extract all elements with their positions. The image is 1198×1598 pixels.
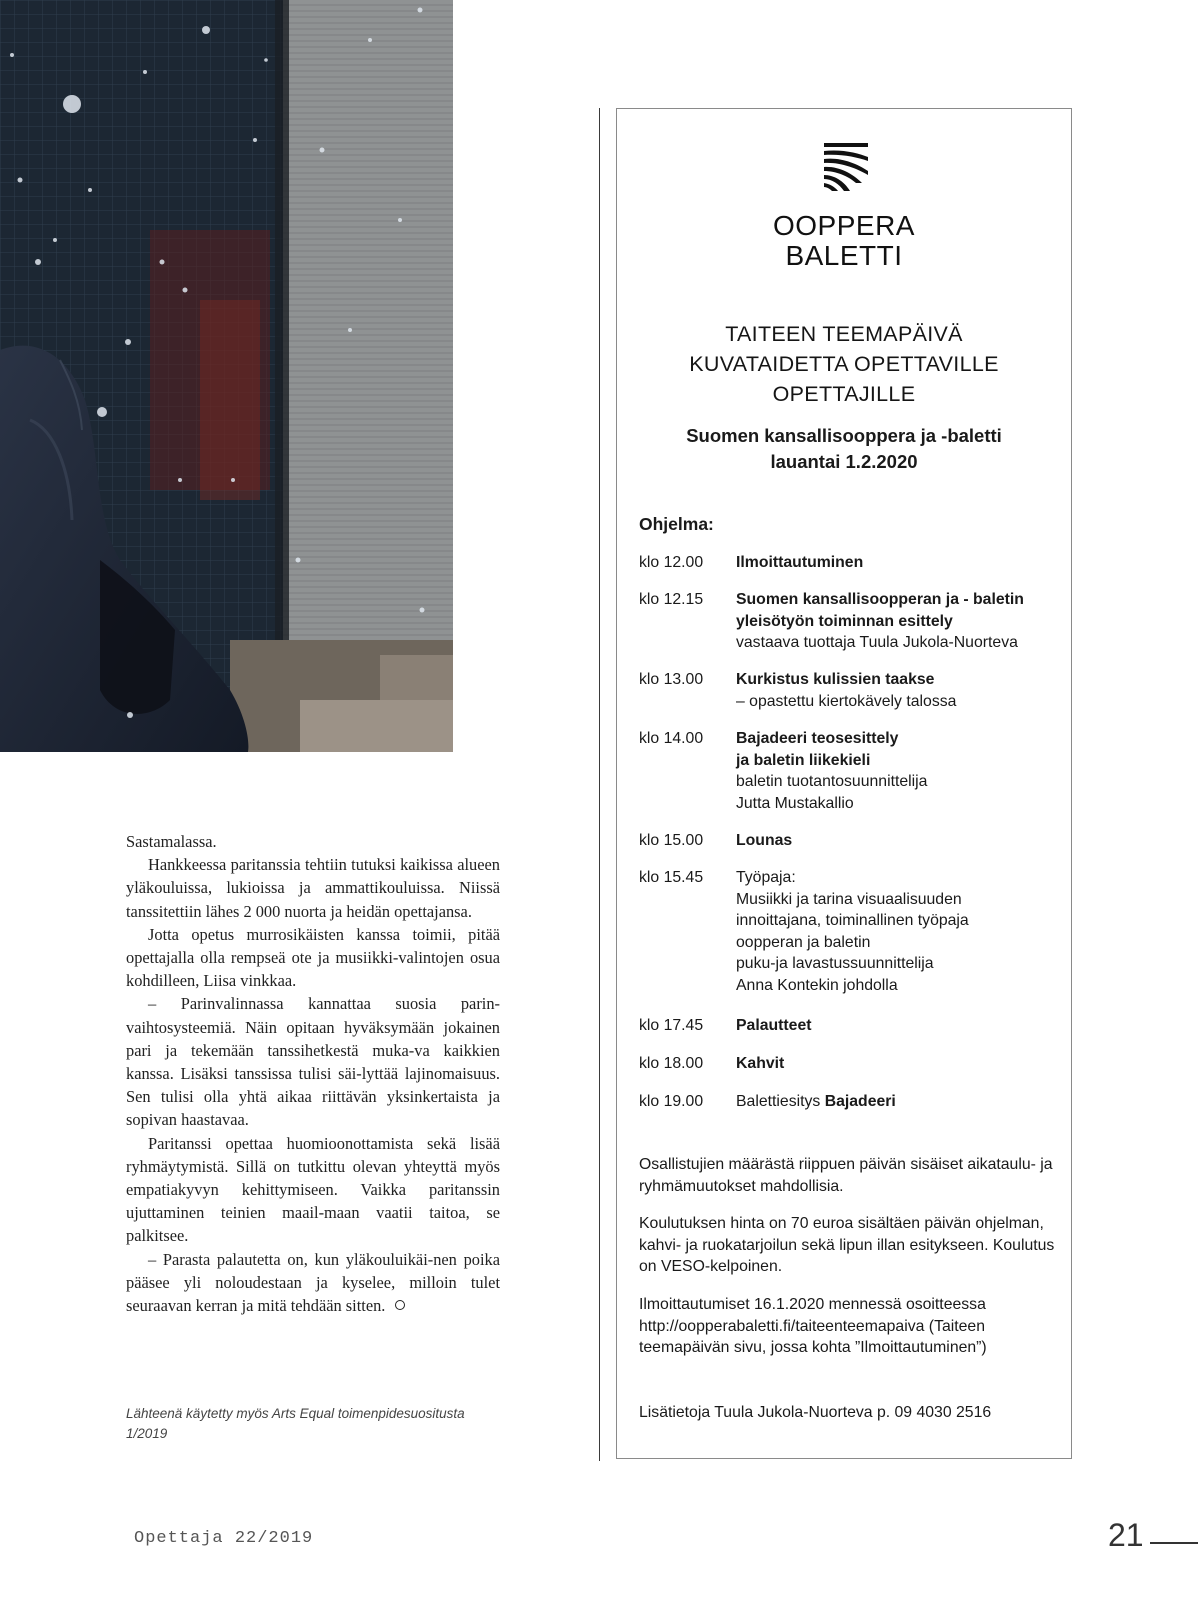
program-time: klo 18.00 xyxy=(639,1055,704,1072)
program-title: Kurkistus kulissien taakse xyxy=(736,671,935,688)
article-paragraph: – Parinvalinnassa kannattaa suosia parin-vaihtosysteemiä. Näin opitaan hyväksymään jokainen pari ja tekemään tanssihetkestä muka-va kaikkien kanssa. Lisäksi tanssissa tulisi säi-lyttää lajinomaisuus. Sen tulisi olla yhtä aikaa riittävän yksinkertaista ja sopivan haastavaa. xyxy=(126,994,500,1130)
program-title: Bajadeeri teosesittely xyxy=(736,730,899,747)
column-divider xyxy=(599,108,600,1461)
note-paragraph: Lisätietoja Tuula Jukola-Nuorteva p. 09 4030 2516 xyxy=(639,1404,992,1421)
program-detail: Musiikki ja tarina visuaalisuuden xyxy=(736,890,962,908)
program-detail: baletin tuotantosuunnittelija xyxy=(736,773,928,790)
program-detail: – opastettu kiertokävely talossa xyxy=(736,692,957,710)
event-advertisement xyxy=(616,108,1072,1459)
program-detail: Työpaja: xyxy=(736,869,796,886)
source-note: Lähteenä käytetty myös Arts Equal toimenpidesuositusta 1/2019 xyxy=(126,1406,465,1441)
logo-line: BALETTI xyxy=(785,240,903,271)
event-venue: Suomen kansallisooppera ja -baletti xyxy=(686,425,1002,446)
publication-footer: Opettaja 22/2019 xyxy=(134,1529,314,1548)
program-title: ja baletin liikekieli xyxy=(736,751,871,769)
article-paragraph: Hankkeessa paritanssia tehtiin tutuksi kaikissa alueen yläkouluissa, lukioissa ja ammattikouluissa. Niissä tanssitettiin lähes 2 000 nuorta ja heidän opettajansa. xyxy=(126,855,500,921)
event-title-line: KUVATAIDETTA OPETTAVILLE xyxy=(689,352,999,376)
program-title: Palautteet xyxy=(736,1017,812,1034)
event-title-line: OPETTAJILLE xyxy=(772,382,916,406)
program-detail: innoittajana, toiminallinen työpaja xyxy=(736,912,969,929)
end-mark-icon xyxy=(395,1300,405,1310)
program-title: yleisötyön toiminnan esittely xyxy=(736,612,953,630)
photo-scene xyxy=(0,0,453,752)
article-paragraph: Jotta opetus murrosikäisten kanssa toimii, pitää opettajalla olla rempseä ote ja musiikki-valintojen osua kohdilleen, Liisa vinkkaa. xyxy=(126,924,500,991)
article-paragraph-text: – Parasta palautetta on, kun yläkouluikäi-nen poika pääsee yli noloudestaan ja kyselee, milloin tulet seuraavan kerran ja mitä tehdään sitten. xyxy=(126,1249,500,1316)
program-time: klo 15.00 xyxy=(639,832,704,849)
event-title-line: TAITEEN TEEMAPÄIVÄ xyxy=(725,322,963,346)
program-time: klo 13.00 xyxy=(639,671,704,688)
event-date: lauantai 1.2.2020 xyxy=(770,451,918,472)
logo-wordmark xyxy=(617,211,1071,271)
article-paragraph-last xyxy=(126,1248,500,1318)
program-time: klo 17.45 xyxy=(639,1017,704,1034)
program-time: klo 12.15 xyxy=(639,591,704,608)
event-venue-date xyxy=(617,423,1071,475)
program-title: Kahvit xyxy=(736,1055,785,1072)
page-number: 21 xyxy=(1108,1517,1144,1553)
page-number-rule xyxy=(1150,1542,1198,1544)
program-title: Suomen kansallisoopperan ja - baletin xyxy=(736,591,1024,608)
program-detail: puku-ja lavastussuunnittelija xyxy=(736,955,934,972)
program-detail: Jutta Mustakallio xyxy=(736,794,854,812)
ooppera-baletti-logo-icon xyxy=(822,141,870,193)
article-paragraph: Sastamalassa. xyxy=(126,832,217,851)
note-paragraph: Ilmoittautumiset 16.1.2020 mennessä osoitteessa http://oopperabaletti.fi/taiteenteemapaiva (Taiteen teemapäivän sivu, jossa kohta ”Ilmoittautuminen”) xyxy=(639,1296,987,1356)
logo-line: OOPPERA xyxy=(773,210,915,241)
note-paragraph: Koulutuksen hinta on 70 euroa sisältäen päivän ohjelman, kahvi- ja ruokatarjoilun sekä lipun illan esitykseen. Koulutus on VESO-kelpoinen. xyxy=(639,1215,1055,1275)
event-title xyxy=(617,319,1071,409)
snow-photo xyxy=(0,0,453,752)
program-detail: oopperan ja baletin xyxy=(736,933,871,951)
program-time: klo 12.00 xyxy=(639,554,704,571)
program-time: klo 14.00 xyxy=(639,730,704,747)
program-detail: Anna Kontekin johdolla xyxy=(736,976,898,994)
program-title: Ilmoittautuminen xyxy=(736,554,864,571)
program-title: Lounas xyxy=(736,832,793,849)
program-heading: Ohjelma: xyxy=(639,514,714,534)
program-detail: vastaava tuottaja Tuula Jukola-Nuorteva xyxy=(736,634,1018,651)
program-title: Bajadeeri xyxy=(824,1093,896,1110)
program-time: klo 15.45 xyxy=(639,869,704,886)
program-time: klo 19.00 xyxy=(639,1093,704,1110)
article-paragraph: Paritanssi opettaa huomioonottamista sekä lisää ryhmäytymistä. Sillä on tutkittu olevan yhteyttä myös empatiakyvyn kehittymiseen. Vaikka paritanssin ujuttaminen teinien maail-maan vaatii taitoa, se palkitsee. xyxy=(126,1133,500,1246)
note-paragraph: Osallistujien määrästä riippuen päivän sisäiset aikataulu- ja ryhmämuutokset mahdollisia. xyxy=(639,1156,1053,1195)
program-detail: Balettiesitys xyxy=(736,1093,825,1110)
article-body xyxy=(126,830,500,1317)
